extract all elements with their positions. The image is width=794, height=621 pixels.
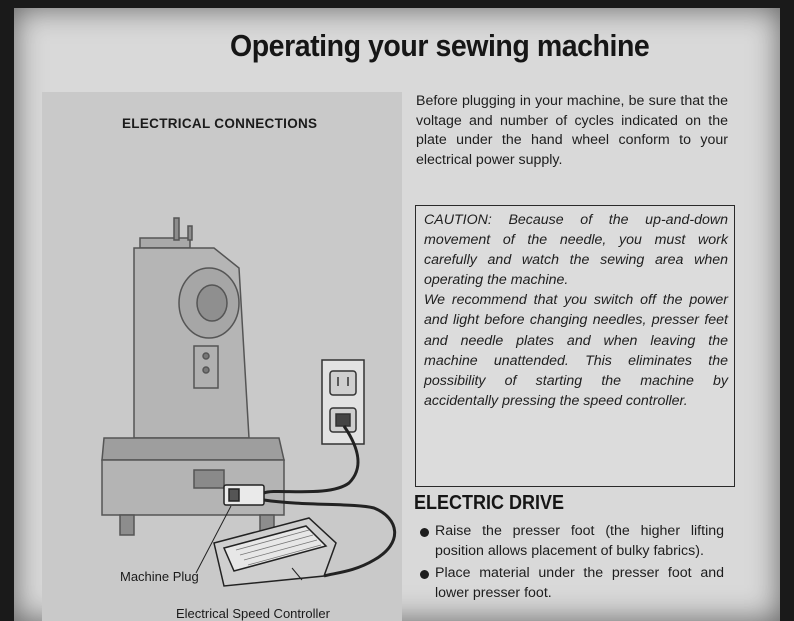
list-item (418, 522, 724, 561)
speed-controller-label: Electrical Speed Controller (176, 606, 330, 621)
electric-drive-steps (418, 522, 724, 606)
manual-page (14, 8, 780, 621)
step-text: Raise the presser foot (the higher lifting position allows placement of bulky fabrics). (435, 523, 724, 559)
bullet-dot-icon (420, 570, 429, 579)
caution-recommendation: We recommend that you switch off the power and light before changing needles, presser feet and needle plates and when leaving the machine unattended. This eliminates the possibility of starting the machine by accidentally pressing the speed controller. (424, 292, 728, 409)
page-title: Operating your sewing machine (230, 28, 650, 63)
intro-paragraph: Before plugging in your machine, be sure that the voltage and number of cycles indicated on the plate under the hand wheel conform to your electrical power supply. (416, 93, 728, 168)
bullet-dot-icon (420, 528, 429, 537)
foot-controller-drawing (214, 518, 336, 586)
machine-plug-label: Machine Plug (120, 569, 199, 584)
list-item (418, 564, 724, 603)
electric-drive-heading: ELECTRIC DRIVE (414, 492, 565, 514)
sewing-machine-illustration (74, 188, 404, 618)
electrical-connections-heading: ELECTRICAL CONNECTIONS (122, 116, 318, 131)
machine-plug-drawing (224, 485, 264, 505)
wall-outlet-drawing (322, 360, 364, 444)
caution-box (415, 205, 735, 487)
step-text: Place material under the presser foot and lower presser foot. (435, 565, 724, 601)
caution-paragraph: CAUTION: Because of the up-and-down movement of the needle, you must work carefully and watch the sewing area when operating the machine. (424, 212, 728, 289)
